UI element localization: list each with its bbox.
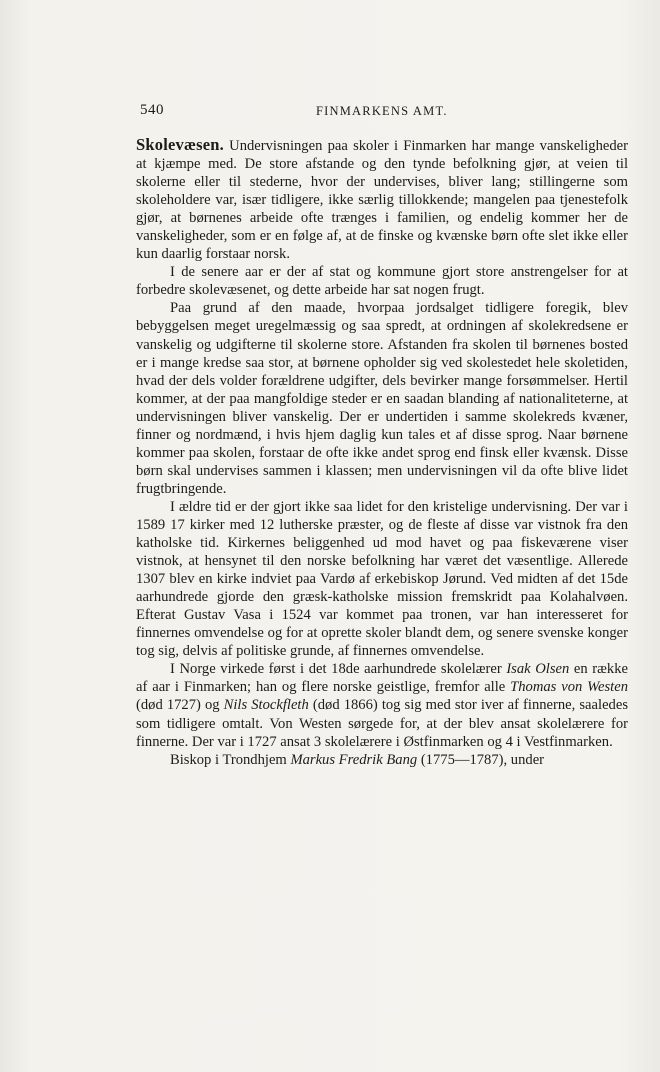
- body-text: [136, 136, 628, 769]
- paragraph-text: (død 1727) og: [136, 697, 224, 714]
- section-heading: Skolevæsen.: [136, 135, 224, 154]
- paragraph-text: Undervisningen paa skoler i Finmarken har mange vanskeligheder at kjæmpe med. De store afstande og den tynde befolkning gjør, at veien til skolerne eller til stederne, hvor der undervises, bliver lang; stillingerne som skoleholdere var, især tidligere, ikke særlig tillokkende; mangelen paa tjenestefolk gjør, at børnenes arbeide ofte trænges i familien, og endelig kommer her de vanskeligheder, som er en følge af, at de finske og kvænske børn ofte slet ikke eller kun daarlig forstaar norsk.: [136, 138, 628, 263]
- running-title: FINMARKENS AMT.: [316, 104, 448, 118]
- paragraph-text: (død 1866) tog sig med stor iver af finnerne, saaledes som tidligere omtalt. Von Westen sørgede for, at der blev ansat skolelærere for finnerne. Der var i 1727 ansat 3 skolelærere i Østfinmarken og 4 i Vestfinmarken.: [136, 697, 628, 750]
- person-name: Markus Fredrik Bang: [290, 751, 418, 768]
- paragraph-text: I Norge virkede først i det 18de aarhundrede skolelærer: [170, 661, 507, 678]
- paragraph-text: Paa grund af den maade, hvorpaa jordsalget tidligere foregik, blev bebyggelsen meget uregelmæssig og saa spredt, at ordningen af skolekredsene er vanskelig og udgifterne til skolerne store. Afstanden fra skolen til børnenes bosted er i mange kredse saa stor, at børnene opholder sig ved skolestedet hele skoletiden, hvad der dels volder forældrene udgifter, dels bevirker mange forsømmelser. Hertil kommer, at der paa mangfoldige steder er en saadan blanding af nationaliteterne, at undervisningen bliver vanskelig. Der er undertiden i samme skolekreds kvæner, finner og nordmænd, i hvis hjem daglig kun tales et af disse sprog. Naar børnene kommer paa skolen, forstaar de ofte ikke andet sprog end finsk eller kvænsk. Disse børn skal undervises sammen i klassen; men undervisningen vil da ofte blive lidet frugtbringende.: [136, 300, 628, 497]
- paragraph: [136, 263, 628, 299]
- paragraph: [136, 660, 628, 750]
- paragraph-text: en række af aar i Finmarken; han og flere norske geistlige, fremfor alle: [136, 661, 628, 696]
- page-number: 540: [140, 102, 164, 118]
- paragraph-text: I ældre tid er der gjort ikke saa lidet for den kristelige undervisning. Der var i 1589 17 kirker med 12 lutherske præster, og de fleste af disse var vistnok fra den katholske tid. Kirkernes beliggenhed ud mod havet og paa fiskeværene viser vistnok, at hensynet til den norske befolkning har været det væsentlige. Allerede 1307 blev en kirke indviet paa Vardø af erkebiskop Jørund. Ved midten af det 15de aarhundrede gjorde den græsk-katholske mission fremskridt paa Kolahalvøen. Efterat Gustav Vasa i 1524 var kommet paa tronen, var han interesseret for finnernes omvendelse og for at oprette skoler blandt dem, og senere svenske konger tog sig, delvis af politiske grunde, af finnernes omvendelse.: [136, 498, 628, 660]
- person-name: Isak Olsen: [506, 661, 570, 678]
- paragraph-text: I de senere aar er der af stat og kommune gjort store anstrengelser for at forbedre skolevæsenet, og dette arbeide har sat nogen frugt.: [136, 264, 628, 299]
- paragraph-text: (1775—1787), under: [417, 751, 545, 768]
- paragraph: [136, 498, 628, 660]
- paragraph-text: Biskop i Trondhjem: [170, 751, 291, 768]
- paragraph-skolevaesen: [136, 136, 628, 263]
- person-name: Nils Stockfleth: [223, 697, 309, 714]
- person-name: Thomas von Westen: [510, 679, 628, 696]
- paragraph: [136, 751, 628, 769]
- paragraph: [136, 299, 628, 498]
- page-header: [0, 100, 660, 124]
